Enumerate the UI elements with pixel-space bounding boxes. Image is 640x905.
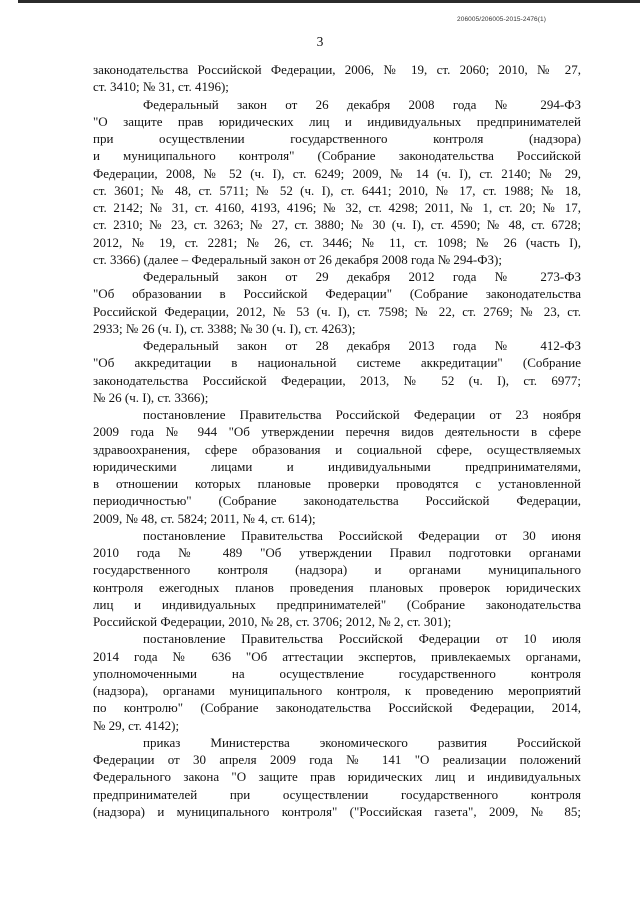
text-line: ст. 3366) (далее – Федеральный закон от 26 декабря 2008 года № 294-ФЗ);	[93, 251, 502, 267]
document-body	[93, 61, 581, 820]
text-line: Федерации, 2008, № 52 (ч. I), ст. 6249; 2009, № 14 (ч. I), ст. 2140; № 29,	[93, 165, 581, 181]
text-line: Федеральный закон от 28 декабря 2013 года № 412-ФЗ	[143, 338, 581, 353]
paragraph	[93, 734, 581, 820]
paragraph	[93, 268, 581, 337]
text-line: постановление Правительства Российской Федерации от 10 июля	[143, 631, 581, 647]
paragraph	[93, 61, 581, 96]
text-line: ст. 3601; № 48, ст. 5711; № 52 (ч. I), ст. 6441; 2010, № 17, ст. 1988; № 18,	[93, 182, 581, 198]
page-number: 3	[316, 34, 324, 49]
text-line: государственного контроля (надзора) и органами муниципального	[93, 562, 581, 578]
text-line: "О защите прав юридических лиц и индивидуальных предпринимателей	[93, 113, 581, 129]
text-line: постановление Правительства Российской Федерации от 30 июня	[143, 527, 581, 543]
paragraph	[93, 337, 581, 406]
text-line: № 26 (ч. I), ст. 3366);	[93, 389, 209, 405]
text-line: ст. 2310; № 23, ст. 3263; № 27, ст. 3880; № 30 (ч. I), ст. 4590; № 48, ст. 6728;	[93, 217, 581, 233]
text-line: в отношении которых плановые проверки проводятся с установленной	[93, 476, 581, 491]
text-line: 2012, № 19, ст. 2281; № 26, ст. 3446; № 11, ст. 1098; № 26 (часть I),	[93, 234, 581, 250]
text-line: при осуществлении государственного контроля (надзора)	[93, 131, 581, 146]
text-line: законодательства Российской Федерации, 2013, № 52 (ч. I), ст. 6977;	[93, 372, 581, 388]
paragraph	[93, 527, 581, 631]
text-line: Федеральный закон от 26 декабря 2008 года № 294-ФЗ	[143, 96, 581, 112]
text-line: контроля ежегодных планов проведения плановых проверок юридических	[93, 579, 581, 595]
text-line: юридическими лицами и индивидуальными предпринимателями,	[93, 458, 581, 474]
text-line: 2933; № 26 (ч. I), ст. 3388; № 30 (ч. I), ст. 4263);	[93, 320, 356, 336]
text-line: периодичностью" (Собрание законодательства Российской Федерации,	[93, 493, 581, 509]
text-line: 2009 года № 944 "Об утверждении перечня видов деятельности в сфере	[93, 424, 581, 440]
text-line: 2014 года № 636 "Об аттестации экспертов, привлекаемых органами,	[93, 648, 581, 664]
text-line: и муниципального контроля" (Собрание законодательства Российской	[93, 148, 581, 164]
text-line: (надзора) и муниципального контроля" ("Российская газета", 2009, № 85;	[93, 803, 581, 819]
text-line: "Об аккредитации в национальной системе аккредитации" (Собрание	[93, 355, 581, 371]
text-line: предпринимателей при осуществлении государственного контроля	[93, 786, 581, 802]
text-line: ст. 3410; № 31, ст. 4196);	[93, 79, 229, 95]
paragraph	[93, 96, 581, 269]
text-line: (надзора), органами муниципального контроля, к проведению мероприятий	[93, 683, 581, 698]
top-border-line	[18, 0, 640, 3]
text-line: уполномоченными на осуществление государственного контроля	[93, 665, 581, 681]
text-line: "Об образовании в Российской Федерации" (Собрание законодательства	[93, 286, 581, 302]
text-line: постановление Правительства Российской Федерации от 23 ноября	[143, 407, 581, 422]
text-line: здравоохранения, сфере образования и социальной сфере, осуществляемых	[93, 441, 581, 457]
text-line: законодательства Российской Федерации, 2006, № 19, ст. 2060; 2010, № 27,	[93, 62, 581, 77]
text-line: лиц и индивидуальных предпринимателей" (Собрание законодательства	[93, 596, 581, 612]
text-line: № 29, ст. 4142);	[93, 717, 180, 733]
text-line: ст. 2142; № 31, ст. 4160, 4193, 4196; № 32, ст. 4298; 2011, № 1, ст. 20; № 17,	[93, 200, 581, 215]
text-line: приказ Министерства экономического развития Российской	[143, 734, 581, 750]
text-line: по контролю" (Собрание законодательства Российской Федерации, 2014,	[93, 700, 581, 716]
text-line: Российской Федерации, 2012, № 53 (ч. I), ст. 7598; № 22, ст. 2769; № 23, ст.	[93, 303, 581, 319]
paragraph	[93, 630, 581, 734]
document-id: 206005/206005-2015-2476(1)	[457, 16, 546, 23]
text-line: 2010 года № 489 "Об утверждении Правил подготовки органами	[93, 545, 581, 560]
text-line: Федеральный закон от 29 декабря 2012 года № 273-ФЗ	[143, 269, 581, 284]
text-line: Федерации от 30 апреля 2009 года № 141 "О реализации положений	[93, 752, 581, 767]
text-line: Российской Федерации, 2010, № 28, ст. 3706; 2012, № 2, ст. 301);	[93, 614, 452, 629]
text-line: 2009, № 48, ст. 5824; 2011, № 4, ст. 614);	[93, 510, 316, 526]
text-line: Федерального закона "О защите прав юридических лиц и индивидуальных	[93, 769, 581, 785]
paragraph	[93, 406, 581, 527]
